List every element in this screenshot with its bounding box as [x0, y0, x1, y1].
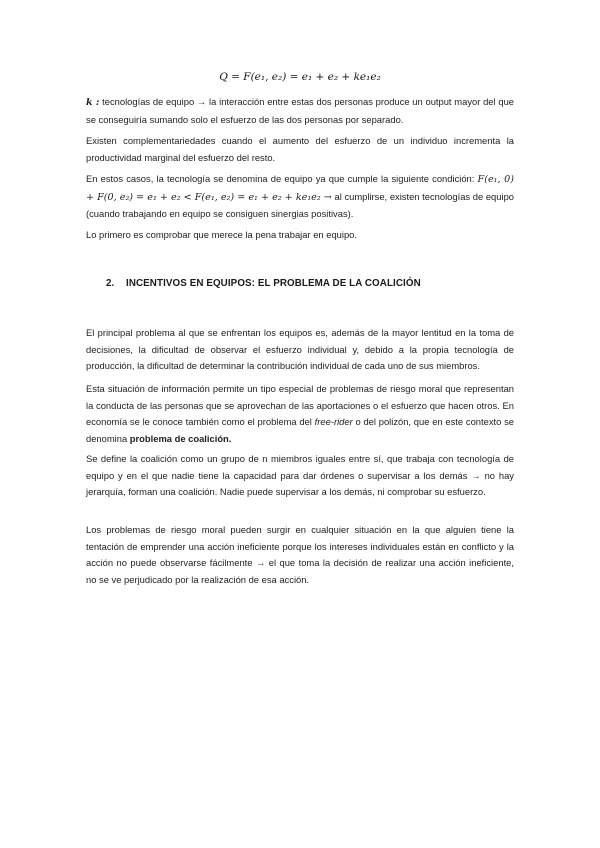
section-title: INCENTIVOS EN EQUIPOS: EL PROBLEMA DE LA COALICIÓN — [126, 278, 421, 289]
paragraph-k-definition — [86, 94, 514, 128]
paragraph-first-check — [86, 227, 514, 244]
paragraph-moral-hazard-situations — [86, 522, 514, 588]
main-problem-text: El principal problema al que se enfrentan los equipos es, además de la mayor lentitud en la toma de decisiones, la dificultad de observar el esfuerzo individual y, debido a la propia tecnología de producción, la dificultad de determinar la contribución individual de cada uno de sus miembros. — [86, 327, 514, 372]
section-heading — [106, 278, 421, 289]
paragraph-coalition-definition — [86, 451, 514, 501]
complementarity-text: Existen complementariedades cuando el aumento del esfuerzo de un individuo incrementa la productividad marginal del esfuerzo del resto. — [86, 135, 514, 163]
k-variable: k : — [86, 97, 100, 108]
coalition-problem-term: problema de coalición. — [129, 432, 232, 444]
coalition-definition-text: Se define la coalición como un grupo de n miembros iguales entre sí, que trabaja con tecnología de equipo y en el que nadie tiene la capacidad para dar órdenes o supervisar a los demás → no hay jerarquía, forman una coalición. Nadie puede supervisar a los demás, ni comprobar su esfuerzo. — [86, 453, 514, 498]
k-definition-text: tecnologías de equipo → la interacción entre estas dos personas produce un output mayor del que se conseguiría sumando solo el esfuerzo de las dos personas por separado. — [86, 96, 514, 125]
condition-rest-text: al cumplirse, existen tecnologías de equipo (cuando trabajando en equipo se consiguen sinergias positivas). — [86, 190, 514, 220]
condition-formula: F(e₁, 0) + F(0, e₂) = e₁ + e₂ < F(e₁, e₂) = e₁ + e₂ + ke₁e₂ → — [86, 174, 514, 203]
paragraph-main-problem — [86, 325, 514, 375]
condition-intro-text: En estos casos, la tecnología se denomina de equipo ya que cumple la siguiente condición: — [86, 173, 475, 184]
moral-hazard-text-a: Esta situación de información permite un tipo especial de problemas de riesgo moral que representan la conducta de las personas que se aprovechan de las aportaciones o el esfuerzo que hacen otros. En economía se le conoce también como el problema del — [86, 383, 514, 428]
moral-hazard-text-b: o del polizón, que en este contexto se denomina — [86, 416, 514, 444]
paragraph-complementarity — [86, 133, 514, 166]
paragraph-condition — [86, 171, 514, 223]
production-formula: Q = F(e₁, e₂) = e₁ + e₂ + ke₁e₂ — [219, 71, 381, 83]
first-check-text: Lo primero es comprobar que merece la pena trabajar en equipo. — [86, 229, 357, 240]
free-rider-term: free-rider — [314, 416, 353, 428]
moral-hazard-situations-text: Los problemas de riesgo moral pueden surgir en cualquier situación en la que alguien tiene la tentación de emprender una acción ineficiente porque los intereses individuales están en conflicto y la acción no puede observarse fácilmente → el que toma la decisión de realizar una acción ineficiente, no se ve perjudicado por la realización de esa acción. — [86, 524, 514, 585]
section-number: 2. — [106, 278, 115, 289]
paragraph-moral-hazard — [86, 381, 514, 447]
